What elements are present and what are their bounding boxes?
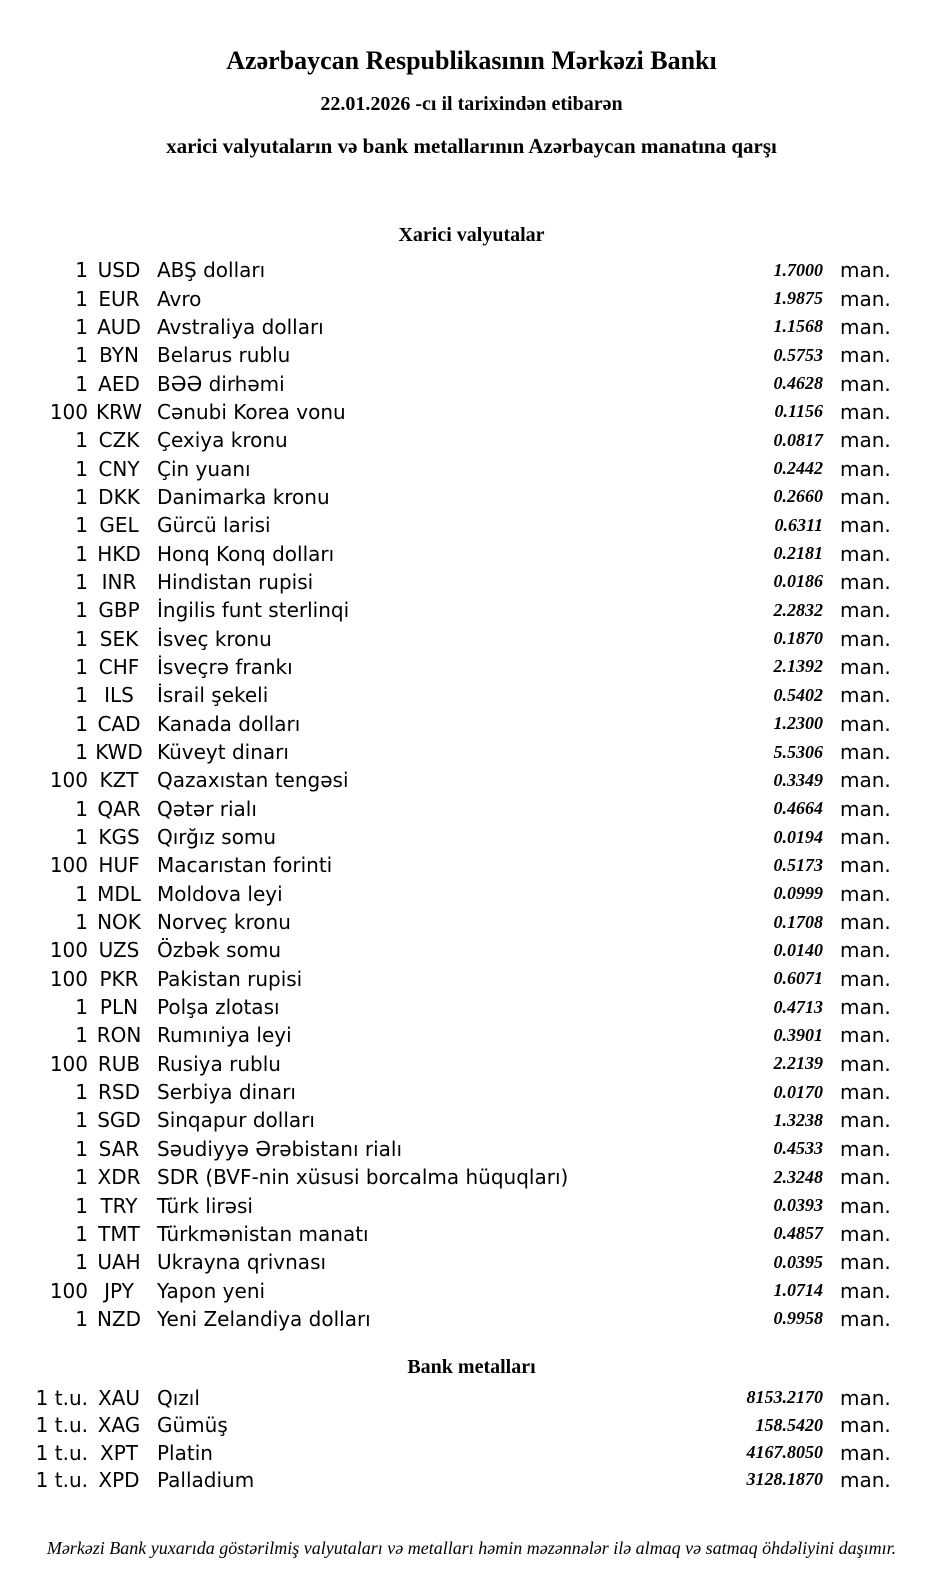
quantity-cell: 1 [75, 1136, 88, 1161]
unit-cell: man. [840, 1250, 891, 1275]
quantity-cell: 1 [75, 1165, 88, 1190]
name-cell: Platin [157, 1440, 213, 1465]
table-row [0, 624, 943, 652]
name-cell: Pakistan rupisi [157, 966, 303, 991]
code-cell: PLN [99, 995, 139, 1020]
rate-cell: 0.5753 [773, 344, 823, 365]
name-cell: Gürcü larisi [157, 513, 271, 538]
rate-cell: 1.9875 [773, 288, 823, 309]
table-row [0, 483, 943, 511]
name-cell: Küveyt dinarı [157, 740, 289, 765]
rate-cell: 0.4628 [773, 373, 823, 394]
quantity-cell: 1 [75, 371, 88, 396]
name-cell: Norveç kronu [157, 910, 291, 935]
code-cell: SAR [98, 1136, 140, 1161]
page-header [0, 0, 943, 159]
code-cell: GEL [99, 513, 139, 538]
name-cell: Polşa zlotası [157, 995, 280, 1020]
quantity-cell: 1 [75, 541, 88, 566]
rate-cell: 0.3349 [773, 769, 823, 790]
name-cell: İsveçrə frankı [157, 654, 293, 679]
currencies-section [0, 223, 943, 1333]
unit-cell: man. [840, 1136, 891, 1161]
quantity-cell: 1 [75, 825, 88, 850]
rate-cell: 1.2300 [773, 713, 823, 734]
name-cell: Macarıstan forinti [157, 853, 333, 878]
rate-cell: 0.5402 [773, 684, 823, 705]
name-cell: Moldova leyi [157, 881, 283, 906]
name-cell: Hindistan rupisi [157, 569, 314, 594]
quantity-cell: 100 [49, 966, 88, 991]
quantity-cell: 1 [75, 881, 88, 906]
name-cell: Yapon yeni [157, 1278, 266, 1303]
table-row [0, 1248, 943, 1276]
unit-cell: man. [840, 286, 891, 311]
rate-cell: 0.1870 [773, 628, 823, 649]
quantity-cell: 100 [49, 1278, 88, 1303]
name-cell: Qırğız somu [157, 825, 277, 850]
name-cell: Cənubi Korea vonu [157, 399, 346, 424]
quantity-cell: 1 [75, 796, 88, 821]
unit-cell: man. [840, 1440, 891, 1465]
quantity-cell: 1 [75, 258, 88, 283]
code-cell: XDR [97, 1165, 141, 1190]
name-cell: Türk lirəsi [157, 1193, 253, 1218]
table-row [0, 1466, 943, 1493]
unit-cell: man. [840, 853, 891, 878]
unit-cell: man. [840, 314, 891, 339]
name-cell: Çin yuanı [157, 456, 251, 481]
quantity-cell: 1 [75, 683, 88, 708]
name-cell: Qazaxıstan tengəsi [157, 768, 349, 793]
code-cell: NOK [97, 910, 141, 935]
page-title: Azərbaycan Respublikasının Mərkəzi Bankı [226, 46, 717, 75]
rate-cell: 0.4533 [773, 1138, 823, 1159]
unit-cell: man. [840, 995, 891, 1020]
table-row [0, 341, 943, 369]
unit-cell: man. [840, 711, 891, 736]
code-cell: RON [96, 1023, 142, 1048]
quantity-cell: 1 [75, 314, 88, 339]
quantity-cell: 1 [75, 1221, 88, 1246]
table-row [0, 454, 943, 482]
rate-cell: 0.9958 [773, 1308, 823, 1329]
code-cell: TMT [98, 1221, 140, 1246]
unit-cell: man. [840, 541, 891, 566]
rate-cell: 0.5173 [773, 854, 823, 875]
rate-cell: 0.0817 [773, 429, 823, 450]
table-row [0, 1050, 943, 1078]
rate-cell: 5.5306 [773, 741, 823, 762]
table-row [0, 653, 943, 681]
quantity-cell: 1 [75, 428, 88, 453]
table-row [0, 965, 943, 993]
quantity-cell: 1 [75, 626, 88, 651]
table-row [0, 596, 943, 624]
table-row [0, 398, 943, 426]
rate-cell: 0.0194 [773, 826, 823, 847]
code-cell: AUD [97, 314, 141, 339]
rate-cell: 0.2660 [773, 486, 823, 507]
code-cell: SGD [97, 1108, 141, 1133]
code-cell: KZT [99, 768, 139, 793]
unit-cell: man. [840, 456, 891, 481]
name-cell: Səudiyyə Ərəbistanı rialı [157, 1136, 403, 1161]
rate-cell: 158.5420 [755, 1414, 823, 1435]
currency-rate-list [0, 256, 943, 1333]
table-row [0, 1220, 943, 1248]
code-cell: QAR [97, 796, 141, 821]
rate-cell: 0.1156 [774, 401, 823, 422]
quantity-cell: 100 [49, 1051, 88, 1076]
unit-cell: man. [840, 683, 891, 708]
code-cell: RUB [97, 1051, 141, 1076]
table-row [0, 1384, 943, 1411]
disclaimer-text: Mərkəzi Bank yuxarıda göstərilmiş valyutaları və metalları həmin məzənnələr ilə almaq və satmaq öhdəliyini daşımır. [46, 1537, 897, 1558]
code-cell: BYN [99, 343, 139, 368]
code-cell: INR [101, 569, 137, 594]
code-cell: HUF [98, 853, 140, 878]
unit-cell: man. [840, 626, 891, 651]
table-row [0, 710, 943, 738]
unit-cell: man. [840, 371, 891, 396]
effective-date: 22.01.2026 -cı il tarixindən etibarən [320, 93, 623, 115]
metal-rate-list [0, 1384, 943, 1494]
table-row [0, 908, 943, 936]
quantity-cell: 1 [75, 1080, 88, 1105]
rate-cell: 4167.8050 [746, 1442, 823, 1463]
code-cell: AED [98, 371, 140, 396]
code-cell: JPY [104, 1278, 134, 1303]
code-cell: USD [97, 258, 141, 283]
name-cell: İsveç kronu [157, 626, 272, 651]
table-row [0, 1106, 943, 1134]
name-cell: Türkmənistan manatı [157, 1221, 369, 1246]
quantity-cell: 1 [75, 1306, 88, 1331]
rate-cell: 2.1392 [773, 656, 823, 677]
table-row [0, 1191, 943, 1219]
table-row [0, 993, 943, 1021]
rate-cell: 2.3248 [773, 1166, 823, 1187]
code-cell: DKK [98, 484, 140, 509]
quantity-cell: 1 t.u. [35, 1467, 88, 1492]
rate-cell: 1.0714 [773, 1280, 823, 1301]
rate-cell: 0.0170 [773, 1081, 823, 1102]
name-cell: İsrail şekeli [157, 683, 269, 708]
unit-cell: man. [840, 258, 891, 283]
unit-cell: man. [840, 740, 891, 765]
unit-cell: man. [840, 1051, 891, 1076]
quantity-cell: 1 [75, 654, 88, 679]
table-row [0, 795, 943, 823]
code-cell: KWD [95, 740, 143, 765]
table-row [0, 313, 943, 341]
unit-cell: man. [840, 1080, 891, 1105]
table-row [0, 766, 943, 794]
quantity-cell: 1 [75, 598, 88, 623]
unit-cell: man. [840, 1467, 891, 1492]
table-row [0, 851, 943, 879]
name-cell: ABŞ dolları [157, 258, 266, 283]
rate-cell: 8153.2170 [746, 1387, 823, 1408]
unit-cell: man. [840, 938, 891, 963]
name-cell: Belarus rublu [157, 343, 291, 368]
unit-cell: man. [840, 484, 891, 509]
quantity-cell: 1 [75, 1250, 88, 1275]
unit-cell: man. [840, 654, 891, 679]
rate-cell: 0.4857 [773, 1223, 823, 1244]
name-cell: Serbiya dinarı [157, 1080, 296, 1105]
rate-cell: 2.2832 [773, 599, 823, 620]
name-cell: Yeni Zelandiya dolları [157, 1306, 371, 1331]
rate-cell: 0.0186 [773, 571, 823, 592]
rate-cell: 1.7000 [773, 259, 823, 280]
table-row [0, 1276, 943, 1304]
unit-cell: man. [840, 343, 891, 368]
rate-cell: 0.6071 [773, 968, 823, 989]
rate-cell: 0.6311 [774, 514, 823, 535]
table-row [0, 511, 943, 539]
name-cell: Avro [157, 286, 202, 311]
quantity-cell: 100 [49, 853, 88, 878]
unit-cell: man. [840, 598, 891, 623]
table-row [0, 1163, 943, 1191]
unit-cell: man. [840, 1306, 891, 1331]
unit-cell: man. [840, 399, 891, 424]
name-cell: BƏƏ dirhəmi [157, 371, 285, 396]
rate-cell: 0.0395 [773, 1251, 823, 1272]
unit-cell: man. [840, 1165, 891, 1190]
quantity-cell: 1 t.u. [35, 1413, 88, 1438]
rate-cell: 0.0999 [773, 883, 823, 904]
code-cell: UAH [97, 1250, 141, 1275]
name-cell: Avstraliya dolları [157, 314, 324, 339]
name-cell: SDR (BVF-nin xüsusi borcalma hüquqları) [157, 1165, 569, 1190]
unit-cell: man. [840, 428, 891, 453]
rate-cell: 0.0393 [773, 1195, 823, 1216]
quantity-cell: 1 [75, 484, 88, 509]
unit-cell: man. [840, 966, 891, 991]
table-row [0, 1411, 943, 1438]
name-cell: Rusiya rublu [157, 1051, 281, 1076]
code-cell: XAU [97, 1385, 141, 1410]
quantity-cell: 1 [75, 995, 88, 1020]
quantity-cell: 1 [75, 740, 88, 765]
code-cell: CHF [98, 654, 140, 679]
unit-cell: man. [840, 881, 891, 906]
code-cell: CAD [97, 711, 141, 736]
code-cell: KGS [98, 825, 140, 850]
rate-cell: 0.3901 [773, 1024, 823, 1045]
name-cell: Gümüş [157, 1413, 228, 1438]
code-cell: PKR [99, 966, 139, 991]
table-row [0, 1135, 943, 1163]
metals-section-title: Bank metalları [407, 1356, 536, 1379]
code-cell: NZD [96, 1306, 142, 1331]
rate-cell: 0.4713 [773, 996, 823, 1017]
table-row [0, 738, 943, 766]
name-cell: Palladium [157, 1467, 255, 1492]
table-row [0, 256, 943, 284]
unit-cell: man. [840, 513, 891, 538]
quantity-cell: 1 [75, 513, 88, 538]
name-cell: Ukrayna qrivnası [157, 1250, 327, 1275]
rate-cell: 2.2139 [773, 1053, 823, 1074]
name-cell: İngilis funt sterlinqi [157, 598, 350, 623]
table-row [0, 1439, 943, 1466]
quantity-cell: 100 [49, 399, 88, 424]
table-row [0, 936, 943, 964]
name-cell: Rumıniya leyi [157, 1023, 292, 1048]
name-cell: Sinqapur dolları [157, 1108, 315, 1133]
rate-cell: 1.3238 [773, 1109, 823, 1130]
quantity-cell: 1 [75, 711, 88, 736]
unit-cell: man. [840, 1221, 891, 1246]
table-row [0, 426, 943, 454]
name-cell: Danimarka kronu [157, 484, 330, 509]
code-cell: TRY [100, 1193, 138, 1218]
code-cell: CNY [98, 456, 140, 481]
quantity-cell: 1 [75, 286, 88, 311]
code-cell: SEK [99, 626, 139, 651]
quantity-cell: 1 [75, 343, 88, 368]
name-cell: Honq Konq dolları [157, 541, 335, 566]
rate-cell: 0.2442 [773, 458, 823, 479]
name-cell: Qızıl [157, 1385, 200, 1410]
rate-cell: 1.1568 [773, 316, 823, 337]
unit-cell: man. [840, 768, 891, 793]
rate-cell: 3128.1870 [746, 1469, 823, 1490]
code-cell: ILS [104, 683, 134, 708]
metals-section [0, 1355, 943, 1494]
quantity-cell: 1 [75, 910, 88, 935]
quantity-cell: 1 [75, 456, 88, 481]
table-row [0, 823, 943, 851]
table-row [0, 369, 943, 397]
unit-cell: man. [840, 1278, 891, 1303]
unit-cell: man. [840, 1193, 891, 1218]
unit-cell: man. [840, 1023, 891, 1048]
unit-cell: man. [840, 910, 891, 935]
unit-cell: man. [840, 1385, 891, 1410]
table-row [0, 1078, 943, 1106]
table-row [0, 1305, 943, 1333]
unit-cell: man. [840, 569, 891, 594]
name-cell: Çexiya kronu [157, 428, 288, 453]
name-cell: Özbək somu [157, 938, 281, 963]
code-cell: XAG [97, 1413, 141, 1438]
quantity-cell: 1 [75, 1108, 88, 1133]
quantity-cell: 100 [49, 938, 88, 963]
table-row [0, 568, 943, 596]
table-row [0, 284, 943, 312]
quantity-cell: 1 [75, 1193, 88, 1218]
code-cell: XPT [100, 1440, 138, 1465]
code-cell: RSD [98, 1080, 140, 1105]
rate-cell: 0.1708 [773, 911, 823, 932]
table-row [0, 880, 943, 908]
name-cell: Kanada dolları [157, 711, 301, 736]
table-row [0, 681, 943, 709]
unit-cell: man. [840, 1413, 891, 1438]
code-cell: MDL [97, 881, 141, 906]
quantity-cell: 1 t.u. [35, 1385, 88, 1410]
table-row [0, 539, 943, 567]
table-row [0, 1021, 943, 1049]
code-cell: KRW [96, 399, 142, 424]
unit-cell: man. [840, 796, 891, 821]
quantity-cell: 1 t.u. [35, 1440, 88, 1465]
code-cell: GBP [98, 598, 140, 623]
currencies-section-title: Xarici valyutalar [398, 224, 545, 246]
rate-cell: 0.2181 [773, 543, 823, 564]
page-subtitle: xarici valyutaların və bank metallarının Azərbaycan manatına qarşı [166, 134, 777, 158]
rate-cell: 0.0140 [773, 939, 823, 960]
code-cell: UZS [98, 938, 140, 963]
quantity-cell: 100 [49, 768, 88, 793]
rate-cell: 0.4664 [773, 798, 823, 819]
quantity-cell: 1 [75, 1023, 88, 1048]
quantity-cell: 1 [75, 569, 88, 594]
unit-cell: man. [840, 1108, 891, 1133]
code-cell: HKD [97, 541, 141, 566]
unit-cell: man. [840, 825, 891, 850]
name-cell: Qətər rialı [157, 796, 257, 821]
code-cell: EUR [98, 286, 140, 311]
code-cell: XPD [98, 1467, 140, 1492]
code-cell: CZK [98, 428, 140, 453]
